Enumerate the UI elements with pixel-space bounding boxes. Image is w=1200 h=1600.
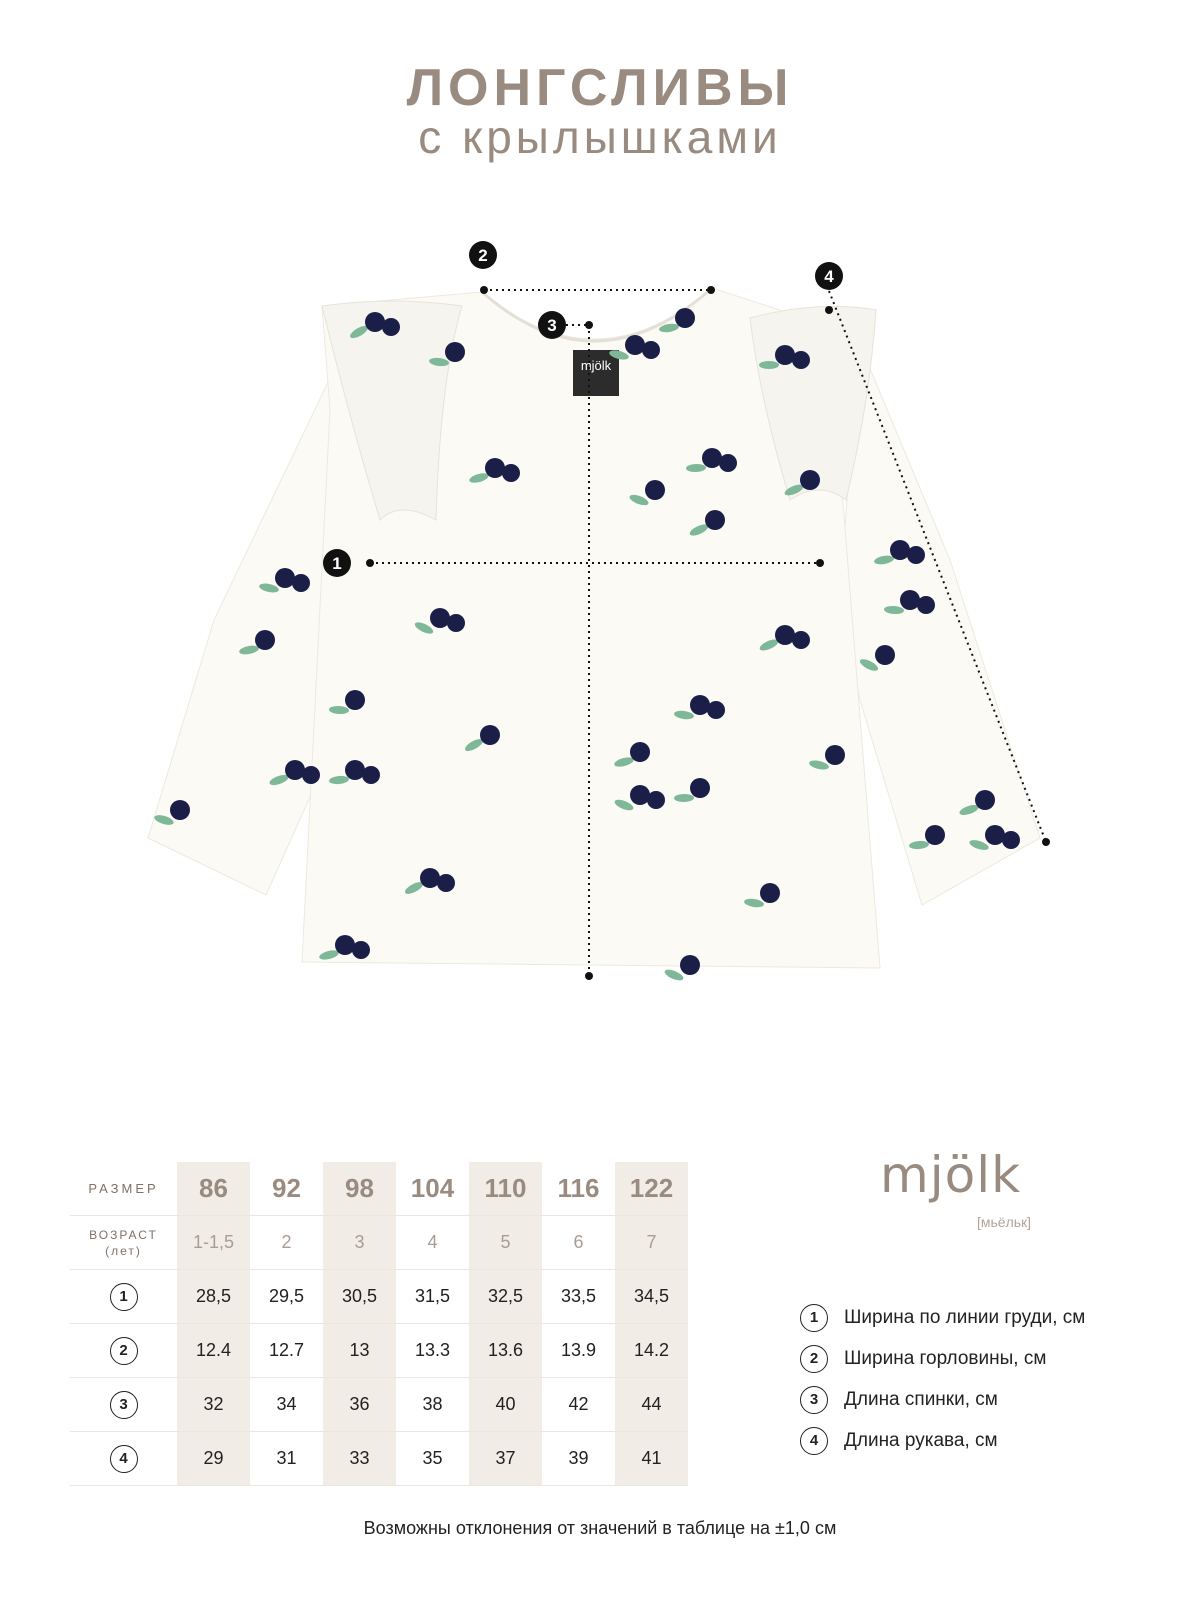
table-cell: 30,5 bbox=[323, 1270, 396, 1324]
age-cell: 3 bbox=[323, 1216, 396, 1270]
legend-text: Ширина горловины, см bbox=[844, 1347, 1047, 1369]
marker-4 bbox=[815, 262, 843, 290]
svg-text:3: 3 bbox=[547, 316, 557, 335]
measure-dot bbox=[816, 559, 824, 567]
page-title: ЛОНГСЛИВЫ bbox=[406, 59, 794, 117]
table-cell: 14.2 bbox=[615, 1324, 688, 1378]
table-cell: 32 bbox=[177, 1378, 250, 1432]
row-number: 4 bbox=[70, 1432, 177, 1486]
table-cell: 35 bbox=[396, 1432, 469, 1486]
table-cell: 39 bbox=[542, 1432, 615, 1486]
table-cell: 32,5 bbox=[469, 1270, 542, 1324]
marker-1 bbox=[323, 549, 351, 577]
size-cell: 92 bbox=[250, 1162, 323, 1216]
table-cell: 12.4 bbox=[177, 1324, 250, 1378]
neck-label-text: mjölk bbox=[580, 358, 612, 373]
table-cell: 31,5 bbox=[396, 1270, 469, 1324]
age-cell: 4 bbox=[396, 1216, 469, 1270]
garment-illustration bbox=[0, 200, 1200, 1020]
age-cell: 2 bbox=[250, 1216, 323, 1270]
size-row bbox=[70, 1162, 688, 1216]
table-cell: 33,5 bbox=[542, 1270, 615, 1324]
measurement-legend bbox=[800, 1297, 1085, 1461]
page-subtitle: с крылышками bbox=[418, 111, 782, 163]
svg-text:1: 1 bbox=[332, 554, 342, 573]
size-cell: 122 bbox=[615, 1162, 688, 1216]
svg-text:2: 2 bbox=[478, 246, 488, 265]
age-cell: 5 bbox=[469, 1216, 542, 1270]
legend-number: 3 bbox=[800, 1386, 828, 1414]
table-cell: 13.9 bbox=[542, 1324, 615, 1378]
right-sleeve bbox=[840, 340, 1040, 905]
marker-3 bbox=[538, 311, 566, 339]
table-row bbox=[70, 1324, 688, 1378]
legend-number: 1 bbox=[800, 1304, 828, 1332]
brand-logo-sub: [мьёльк] bbox=[977, 1214, 1032, 1230]
table-cell: 29 bbox=[177, 1432, 250, 1486]
legend-text: Ширина по линии груди, см bbox=[844, 1306, 1086, 1328]
table-cell: 28,5 bbox=[177, 1270, 250, 1324]
age-row bbox=[70, 1216, 688, 1270]
size-cell: 110 bbox=[469, 1162, 542, 1216]
table-cell: 13.3 bbox=[396, 1324, 469, 1378]
table-row bbox=[70, 1270, 688, 1324]
table-cell: 38 bbox=[396, 1378, 469, 1432]
legend-number: 2 bbox=[800, 1345, 828, 1373]
size-cell: 104 bbox=[396, 1162, 469, 1216]
table-cell: 44 bbox=[615, 1378, 688, 1432]
table-cell: 34,5 bbox=[615, 1270, 688, 1324]
legend-item bbox=[800, 1338, 1085, 1379]
measure-dot bbox=[366, 559, 374, 567]
row-number: 1 bbox=[70, 1270, 177, 1324]
measure-dot bbox=[480, 286, 488, 294]
table-cell: 29,5 bbox=[250, 1270, 323, 1324]
brand-logo: mjölk bbox=[880, 1146, 1022, 1204]
size-cell: 116 bbox=[542, 1162, 615, 1216]
marker-2 bbox=[469, 241, 497, 269]
age-cell: 6 bbox=[542, 1216, 615, 1270]
measure-dot bbox=[585, 972, 593, 980]
table-cell: 12.7 bbox=[250, 1324, 323, 1378]
footnote: Возможны отклонения от значений в таблице на ±1,0 см bbox=[363, 1518, 837, 1538]
size-cell: 86 bbox=[177, 1162, 250, 1216]
measure-dot bbox=[707, 286, 715, 294]
table-cell: 13 bbox=[323, 1324, 396, 1378]
legend-number: 4 bbox=[800, 1427, 828, 1455]
legend-item bbox=[800, 1379, 1085, 1420]
table-cell: 13.6 bbox=[469, 1324, 542, 1378]
legend-item bbox=[800, 1297, 1085, 1338]
measure-dot bbox=[585, 321, 593, 329]
age-cell: 1-1,5 bbox=[177, 1216, 250, 1270]
row-number: 3 bbox=[70, 1378, 177, 1432]
measure-dot bbox=[1042, 838, 1050, 846]
table-cell: 33 bbox=[323, 1432, 396, 1486]
table-row bbox=[70, 1432, 688, 1486]
table-cell: 31 bbox=[250, 1432, 323, 1486]
table-cell: 40 bbox=[469, 1378, 542, 1432]
table-cell: 36 bbox=[323, 1378, 396, 1432]
size-header-label: РАЗМЕР bbox=[70, 1162, 177, 1216]
table-row bbox=[70, 1378, 688, 1432]
table-cell: 34 bbox=[250, 1378, 323, 1432]
age-header-label: ВОЗРАСТ (лет) bbox=[70, 1216, 177, 1270]
size-cell: 98 bbox=[323, 1162, 396, 1216]
measure-dot bbox=[825, 306, 833, 314]
legend-text: Длина рукава, см bbox=[844, 1429, 998, 1451]
age-cell: 7 bbox=[615, 1216, 688, 1270]
legend-item bbox=[800, 1420, 1085, 1461]
table-cell: 37 bbox=[469, 1432, 542, 1486]
size-table bbox=[70, 1162, 688, 1486]
legend-text: Длина спинки, см bbox=[844, 1388, 998, 1410]
table-cell: 41 bbox=[615, 1432, 688, 1486]
table-cell: 42 bbox=[542, 1378, 615, 1432]
row-number: 2 bbox=[70, 1324, 177, 1378]
svg-text:4: 4 bbox=[824, 267, 834, 286]
neck-label bbox=[573, 350, 619, 396]
